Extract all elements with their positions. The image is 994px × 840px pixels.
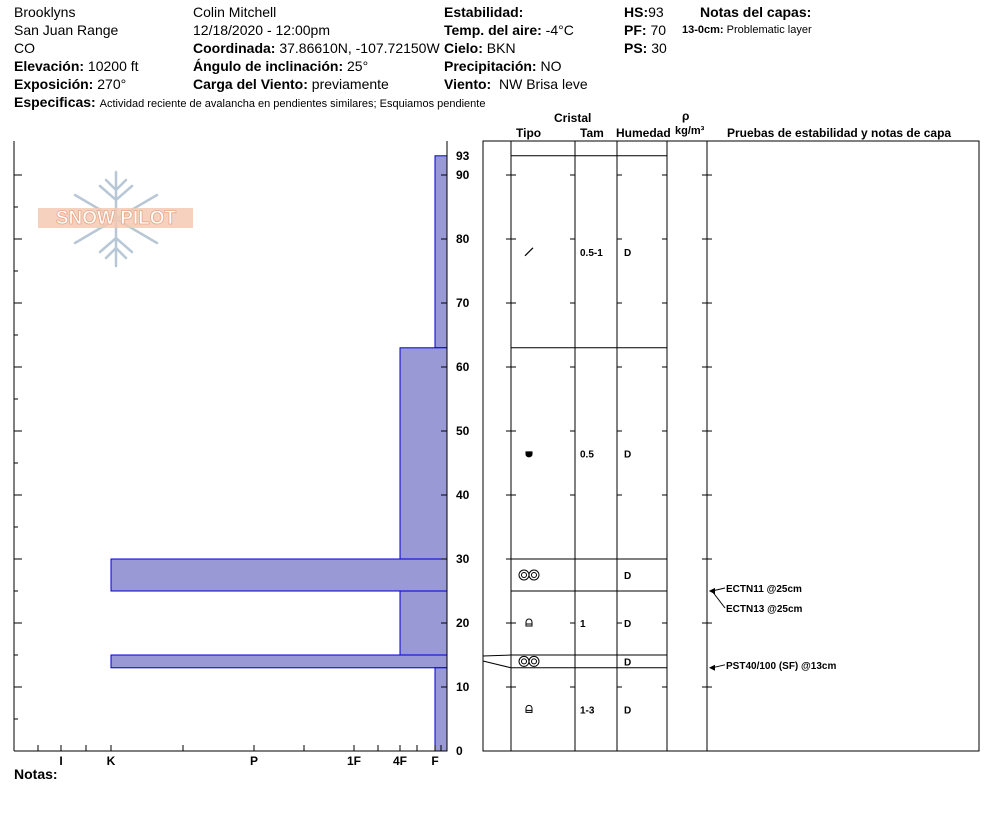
depth-top-label: 93 — [456, 148, 470, 163]
hs-value: 93 — [648, 4, 664, 20]
table-row — [511, 559, 667, 582]
arrow-icon — [709, 588, 715, 594]
density-unit-header: kg/m³ — [675, 125, 705, 137]
tests-header: Pruebas de estabilidad y notas de capa — [727, 126, 952, 140]
wind-value: NW Brisa leve — [498, 76, 588, 92]
depth-tick-label: 30 — [456, 552, 470, 566]
depth-tick-label: 10 — [456, 680, 470, 694]
grain-faceted-icon — [526, 705, 532, 712]
pf-label: PF: — [624, 22, 647, 38]
logo-text: SNOW PILOT — [55, 208, 177, 229]
ps-label: PS: — [624, 40, 648, 56]
aspect-label: Exposición: — [14, 76, 94, 92]
test-label: ECTN13 @25cm — [726, 604, 803, 615]
depth-tick-label: 90 — [456, 168, 470, 182]
depth-tick-label: 80 — [456, 232, 470, 246]
location: Brooklyns — [14, 4, 76, 20]
hardness-bar-2 — [400, 348, 447, 559]
grain-depth-hoar-inner — [532, 573, 537, 578]
coord-label: Coordinada: — [193, 40, 276, 56]
grain-size: 1 — [580, 619, 586, 630]
layer-note-text: Problematic layer — [726, 24, 812, 36]
size-header: Tam — [580, 126, 604, 140]
hardness-tick-label: K — [106, 754, 116, 768]
specifics-label: Especificas: — [14, 94, 96, 110]
ps-value: 30 — [651, 40, 667, 56]
sky-value: BKN — [486, 40, 516, 56]
grain-depth-hoar-inner — [522, 659, 527, 664]
grain-depth-hoar-icon — [529, 570, 539, 580]
moisture: D — [624, 571, 632, 582]
specifics-value: Actividad reciente de avalancha en pendientes similares; Esquiamos pendiente — [99, 98, 486, 110]
grain-depth-hoar-icon — [519, 570, 529, 580]
type-header: Tipo — [516, 126, 542, 140]
grain-size: 1-3 — [580, 705, 595, 717]
hardness-bar-4 — [400, 591, 447, 655]
test-label: PST40/100 (SF) @13cm — [726, 660, 837, 672]
moisture: D — [624, 619, 632, 630]
hardness-bar-6 — [435, 668, 447, 751]
moisture: D — [624, 657, 632, 669]
arrow-icon — [709, 665, 715, 671]
hardness-bar-3 — [111, 559, 447, 591]
grain-fragment-icon — [525, 248, 533, 256]
depth-tick-label: 0 — [456, 744, 463, 758]
wind-load-label: Carga del Viento: — [193, 76, 308, 92]
hardness-tick-label: 1F — [346, 754, 362, 768]
grain-depth-hoar-icon — [519, 656, 529, 666]
air-temp-value: -4°C — [545, 22, 574, 38]
stability-test — [709, 661, 836, 672]
wind-load-value: previamente — [311, 76, 389, 92]
moisture-header: Humedad — [616, 126, 671, 140]
moisture: D — [624, 705, 632, 717]
table-row — [511, 655, 667, 668]
stability-test — [709, 584, 802, 595]
grain-depth-hoar-inner — [532, 659, 537, 664]
precip-label: Precipitación: — [444, 58, 537, 74]
hs-label: HS: — [624, 4, 649, 20]
table-row — [511, 591, 667, 630]
grain-size: 0.5-1 — [580, 247, 603, 259]
elevation-label: Elevación: — [14, 58, 85, 74]
depth-tick-label: 40 — [456, 488, 470, 502]
depth-tick-label: 70 — [456, 296, 470, 310]
hardness-tick-label: I — [59, 754, 63, 768]
precip-value: NO — [540, 58, 562, 74]
hardness-tick-label: F — [431, 754, 439, 768]
stability-label: Estabilidad: — [444, 4, 524, 20]
sky-label: Cielo: — [444, 40, 483, 56]
table-row — [511, 668, 667, 717]
table-frame — [483, 141, 979, 751]
depth-tick-label: 20 — [456, 616, 470, 630]
grain-size: 0.5 — [580, 449, 594, 461]
slope-label: Ángulo de inclinación: — [193, 58, 344, 74]
state: CO — [14, 40, 35, 56]
boundary-kink — [483, 661, 511, 668]
wind-label: Viento: — [444, 76, 492, 92]
hardness-bar-5 — [111, 655, 447, 668]
notes-label: Notas: — [14, 766, 58, 782]
range: San Juan Range — [14, 22, 119, 38]
hardness-plot — [14, 141, 470, 768]
boundary-kink — [483, 655, 511, 656]
aspect-value: 270° — [97, 76, 127, 92]
grain-rounded-icon — [526, 451, 533, 457]
layer-note-depth: 13-0cm: — [682, 24, 724, 36]
crystal-header: Cristal — [554, 111, 592, 125]
moisture: D — [624, 247, 632, 259]
datetime: 12/18/2020 - 12:00pm — [193, 22, 330, 38]
hardness-bar-1 — [435, 156, 447, 348]
table-row — [511, 156, 667, 259]
grain-depth-hoar-inner — [522, 573, 527, 578]
coord-value: 37.86610N, -107.72150W — [279, 40, 440, 56]
depth-tick-label: 50 — [456, 424, 470, 438]
layer-table — [483, 141, 979, 751]
layer-notes-label: Notas del capas: — [700, 4, 812, 20]
pf-value: 70 — [650, 22, 667, 38]
test-leader-line — [712, 591, 725, 608]
test-label: ECTN11 @25cm — [726, 584, 802, 595]
rho-header: ρ — [682, 109, 690, 123]
hardness-tick-label: 4F — [392, 754, 408, 768]
elevation-value: 10200 ft — [87, 58, 139, 74]
observer: Colin Mitchell — [193, 4, 277, 20]
moisture: D — [624, 449, 632, 461]
depth-tick-label: 60 — [456, 360, 470, 374]
slope-value: 25° — [347, 58, 369, 74]
air-temp-label: Temp. del aire: — [444, 22, 542, 38]
table-row — [511, 348, 667, 461]
grain-faceted-icon — [526, 619, 532, 626]
hardness-tick-label: P — [249, 754, 259, 768]
grain-depth-hoar-icon — [529, 656, 539, 666]
